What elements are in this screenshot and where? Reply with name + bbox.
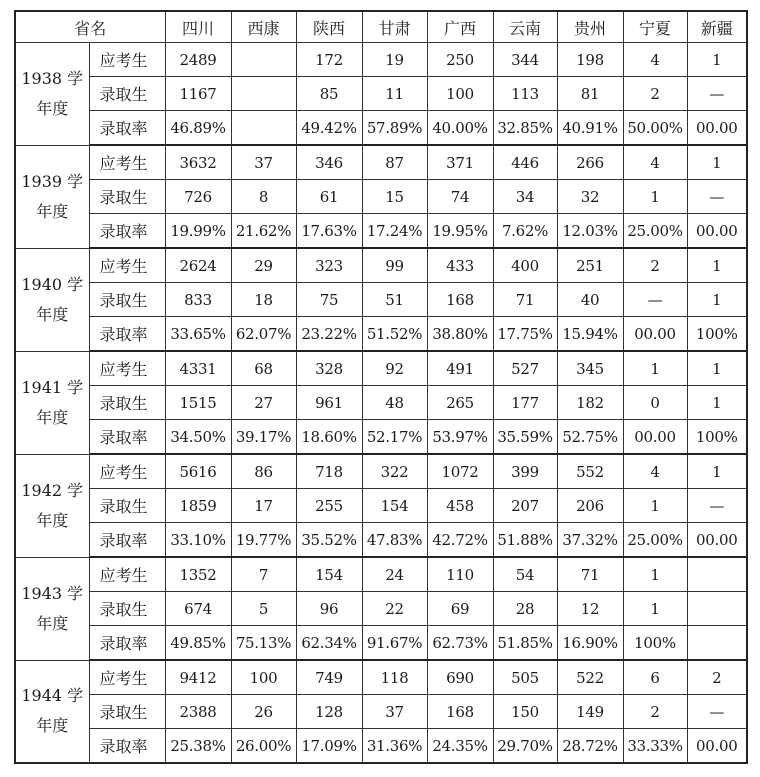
data-cell: 40 <box>557 283 623 317</box>
data-cell: 21.62% <box>231 214 296 249</box>
data-cell: 961 <box>296 386 362 420</box>
data-cell: 1072 <box>427 454 493 489</box>
metric-label: 应考生 <box>89 248 165 283</box>
data-cell: 22 <box>362 592 427 626</box>
data-cell: 100% <box>623 626 687 661</box>
data-cell: 154 <box>362 489 427 523</box>
year-label-year: 1939 学 <box>21 171 84 191</box>
data-cell: 251 <box>557 248 623 283</box>
data-cell: 49.42% <box>296 111 362 146</box>
data-cell: 35.59% <box>493 420 557 455</box>
metric-label: 录取生 <box>89 386 165 420</box>
year-label <box>15 660 89 763</box>
year-label-suffix: 年度 <box>36 510 69 530</box>
data-cell: 25.38% <box>165 729 231 764</box>
data-cell: 29 <box>231 248 296 283</box>
data-cell: 00.00 <box>623 420 687 455</box>
data-cell: 85 <box>296 77 362 111</box>
data-cell: — <box>687 180 747 214</box>
data-cell: 37 <box>231 145 296 180</box>
data-cell: 12 <box>557 592 623 626</box>
metric-label: 录取生 <box>89 695 165 729</box>
data-cell: 40.91% <box>557 111 623 146</box>
province-header: 甘肃 <box>362 11 427 43</box>
data-cell: 12.03% <box>557 214 623 249</box>
data-cell: 458 <box>427 489 493 523</box>
data-cell: 71 <box>493 283 557 317</box>
data-cell: 2 <box>623 248 687 283</box>
table-row <box>15 660 747 695</box>
data-cell: 32.85% <box>493 111 557 146</box>
data-cell: 3632 <box>165 145 231 180</box>
data-cell: 2 <box>623 77 687 111</box>
data-cell: 75.13% <box>231 626 296 661</box>
data-cell: 26.00% <box>231 729 296 764</box>
data-cell: 400 <box>493 248 557 283</box>
data-cell: 17.24% <box>362 214 427 249</box>
data-cell: 346 <box>296 145 362 180</box>
table-row <box>15 626 747 661</box>
data-cell: 1 <box>623 592 687 626</box>
data-cell: 87 <box>362 145 427 180</box>
metric-label: 应考生 <box>89 557 165 592</box>
data-cell: 00.00 <box>687 523 747 558</box>
data-cell: 17 <box>231 489 296 523</box>
data-cell: — <box>687 695 747 729</box>
province-header: 陕西 <box>296 11 362 43</box>
data-cell: 7.62% <box>493 214 557 249</box>
data-cell: 33.10% <box>165 523 231 558</box>
year-label-suffix: 年度 <box>36 201 69 221</box>
table-row <box>15 43 747 77</box>
metric-label: 录取生 <box>89 283 165 317</box>
data-cell: 33.33% <box>623 729 687 764</box>
corner-header: 省名 <box>15 11 165 43</box>
data-cell: 1 <box>623 180 687 214</box>
data-cell: 00.00 <box>623 317 687 352</box>
data-cell: 31.36% <box>362 729 427 764</box>
year-label-year: 1938 学 <box>21 68 84 88</box>
data-cell: 100% <box>687 317 747 352</box>
data-cell: 46.89% <box>165 111 231 146</box>
data-cell: 25.00% <box>623 523 687 558</box>
data-cell: 28 <box>493 592 557 626</box>
data-cell: 00.00 <box>687 214 747 249</box>
data-cell: 28.72% <box>557 729 623 764</box>
data-cell: 86 <box>231 454 296 489</box>
data-cell: 47.83% <box>362 523 427 558</box>
table-body <box>15 43 747 764</box>
data-cell: 75 <box>296 283 362 317</box>
table-row <box>15 77 747 111</box>
data-cell: 17.75% <box>493 317 557 352</box>
data-cell: 96 <box>296 592 362 626</box>
data-cell: 4 <box>623 43 687 77</box>
year-label-year: 1940 学 <box>21 274 84 294</box>
province-header: 云南 <box>493 11 557 43</box>
data-cell: 749 <box>296 660 362 695</box>
data-cell: 4 <box>623 145 687 180</box>
data-cell: 48 <box>362 386 427 420</box>
data-cell: 24.35% <box>427 729 493 764</box>
data-cell: 1 <box>687 283 747 317</box>
data-cell: 61 <box>296 180 362 214</box>
data-cell: 54 <box>493 557 557 592</box>
data-cell: 71 <box>557 557 623 592</box>
data-cell: 399 <box>493 454 557 489</box>
data-cell: 5616 <box>165 454 231 489</box>
data-cell: 168 <box>427 283 493 317</box>
year-label-year: 1941 学 <box>21 377 84 397</box>
data-cell: 1167 <box>165 77 231 111</box>
data-cell: — <box>687 489 747 523</box>
data-cell: 1 <box>623 351 687 386</box>
year-label-suffix: 年度 <box>36 716 69 736</box>
metric-label: 应考生 <box>89 454 165 489</box>
data-cell: 57.89% <box>362 111 427 146</box>
data-cell: 51.88% <box>493 523 557 558</box>
data-cell: 29.70% <box>493 729 557 764</box>
year-label-year: 1942 学 <box>21 480 84 500</box>
data-cell: 322 <box>362 454 427 489</box>
data-cell: 168 <box>427 695 493 729</box>
data-cell: 9412 <box>165 660 231 695</box>
table-row <box>15 248 747 283</box>
data-cell: 62.07% <box>231 317 296 352</box>
data-cell: 177 <box>493 386 557 420</box>
metric-label: 应考生 <box>89 351 165 386</box>
metric-label: 录取生 <box>89 489 165 523</box>
data-cell: 833 <box>165 283 231 317</box>
year-label <box>15 43 89 146</box>
data-cell: 19 <box>362 43 427 77</box>
data-cell: 42.72% <box>427 523 493 558</box>
table-row <box>15 317 747 352</box>
data-cell: 81 <box>557 77 623 111</box>
data-cell: 39.17% <box>231 420 296 455</box>
data-cell: 24 <box>362 557 427 592</box>
data-cell: 100 <box>231 660 296 695</box>
year-label <box>15 248 89 351</box>
metric-label: 录取率 <box>89 626 165 661</box>
metric-label: 录取生 <box>89 77 165 111</box>
year-label-year: 1944 学 <box>21 686 84 706</box>
data-cell: 37.32% <box>557 523 623 558</box>
metric-label: 录取率 <box>89 214 165 249</box>
data-cell: 1352 <box>165 557 231 592</box>
data-cell: 446 <box>493 145 557 180</box>
data-cell: 1 <box>623 557 687 592</box>
data-cell: 2489 <box>165 43 231 77</box>
data-cell: 0 <box>623 386 687 420</box>
data-cell: 91.67% <box>362 626 427 661</box>
data-cell: 371 <box>427 145 493 180</box>
data-cell: 345 <box>557 351 623 386</box>
province-header: 贵州 <box>557 11 623 43</box>
year-label <box>15 454 89 557</box>
table-row <box>15 489 747 523</box>
data-cell: 68 <box>231 351 296 386</box>
data-cell: 15 <box>362 180 427 214</box>
year-label <box>15 351 89 454</box>
metric-label: 录取率 <box>89 317 165 352</box>
data-cell: 18 <box>231 283 296 317</box>
data-cell: 62.34% <box>296 626 362 661</box>
data-cell: 100% <box>687 420 747 455</box>
data-cell <box>231 77 296 111</box>
data-cell <box>687 592 747 626</box>
data-cell: 37 <box>362 695 427 729</box>
data-cell: 34.50% <box>165 420 231 455</box>
table-row <box>15 420 747 455</box>
year-label-suffix: 年度 <box>36 407 69 427</box>
table-row <box>15 145 747 180</box>
data-cell: 100 <box>427 77 493 111</box>
year-label-suffix: 年度 <box>36 613 69 633</box>
data-cell: 718 <box>296 454 362 489</box>
data-cell: 00.00 <box>687 729 747 764</box>
table-row <box>15 111 747 146</box>
data-cell: 110 <box>427 557 493 592</box>
metric-label: 录取生 <box>89 180 165 214</box>
data-cell: 7 <box>231 557 296 592</box>
data-cell: 113 <box>493 77 557 111</box>
metric-label: 应考生 <box>89 43 165 77</box>
data-cell: 328 <box>296 351 362 386</box>
data-cell: 172 <box>296 43 362 77</box>
province-header: 西康 <box>231 11 296 43</box>
data-cell: 52.75% <box>557 420 623 455</box>
data-cell: 1 <box>623 489 687 523</box>
table-row <box>15 351 747 386</box>
data-cell: 00.00 <box>687 111 747 146</box>
data-cell: 11 <box>362 77 427 111</box>
data-cell: 344 <box>493 43 557 77</box>
year-label-suffix: 年度 <box>36 98 69 118</box>
data-cell: 491 <box>427 351 493 386</box>
data-cell: 1859 <box>165 489 231 523</box>
data-cell: 505 <box>493 660 557 695</box>
data-cell: 690 <box>427 660 493 695</box>
data-cell: 51.52% <box>362 317 427 352</box>
data-cell: 51.85% <box>493 626 557 661</box>
data-cell: 19.95% <box>427 214 493 249</box>
data-cell: 74 <box>427 180 493 214</box>
data-cell: 38.80% <box>427 317 493 352</box>
data-cell: 25.00% <box>623 214 687 249</box>
data-cell: 433 <box>427 248 493 283</box>
data-cell: 32 <box>557 180 623 214</box>
data-cell: 35.52% <box>296 523 362 558</box>
data-cell: 1515 <box>165 386 231 420</box>
data-cell: 250 <box>427 43 493 77</box>
table-row <box>15 729 747 764</box>
data-cell: 4 <box>623 454 687 489</box>
data-cell: 5 <box>231 592 296 626</box>
data-cell: 33.65% <box>165 317 231 352</box>
data-cell: 2388 <box>165 695 231 729</box>
data-cell <box>687 557 747 592</box>
data-cell: 18.60% <box>296 420 362 455</box>
data-cell: 40.00% <box>427 111 493 146</box>
data-cell: 118 <box>362 660 427 695</box>
data-cell: 17.09% <box>296 729 362 764</box>
data-cell: 154 <box>296 557 362 592</box>
metric-label: 应考生 <box>89 145 165 180</box>
data-cell: 15.94% <box>557 317 623 352</box>
data-cell: 527 <box>493 351 557 386</box>
data-cell: 206 <box>557 489 623 523</box>
data-cell: 62.73% <box>427 626 493 661</box>
data-cell <box>231 111 296 146</box>
data-cell: 49.85% <box>165 626 231 661</box>
data-cell: 2624 <box>165 248 231 283</box>
data-cell: 266 <box>557 145 623 180</box>
data-cell <box>687 626 747 661</box>
year-label <box>15 145 89 248</box>
metric-label: 录取率 <box>89 420 165 455</box>
metric-label: 录取率 <box>89 523 165 558</box>
data-cell: 149 <box>557 695 623 729</box>
year-label-suffix: 年度 <box>36 304 69 324</box>
table-row <box>15 283 747 317</box>
table-row <box>15 454 747 489</box>
data-cell: 6 <box>623 660 687 695</box>
table-row <box>15 523 747 558</box>
data-cell: 1 <box>687 145 747 180</box>
metric-label: 录取率 <box>89 729 165 764</box>
data-cell: 53.97% <box>427 420 493 455</box>
metric-label: 录取率 <box>89 111 165 146</box>
data-cell: 27 <box>231 386 296 420</box>
data-cell: 19.77% <box>231 523 296 558</box>
data-cell: 50.00% <box>623 111 687 146</box>
data-cell: 34 <box>493 180 557 214</box>
data-cell: — <box>623 283 687 317</box>
table-row <box>15 214 747 249</box>
province-header: 新疆 <box>687 11 747 43</box>
province-header: 宁夏 <box>623 11 687 43</box>
data-cell: 16.90% <box>557 626 623 661</box>
data-cell: 99 <box>362 248 427 283</box>
data-cell: 2 <box>623 695 687 729</box>
table-row <box>15 592 747 626</box>
data-cell: 323 <box>296 248 362 283</box>
year-label <box>15 557 89 660</box>
data-cell: 128 <box>296 695 362 729</box>
data-cell: — <box>687 77 747 111</box>
data-cell: 1 <box>687 43 747 77</box>
data-cell: 2 <box>687 660 747 695</box>
data-cell: 552 <box>557 454 623 489</box>
data-cell: 726 <box>165 180 231 214</box>
data-cell: 52.17% <box>362 420 427 455</box>
data-cell: 26 <box>231 695 296 729</box>
data-cell: 265 <box>427 386 493 420</box>
data-cell: 92 <box>362 351 427 386</box>
data-cell: 1 <box>687 386 747 420</box>
province-header: 广西 <box>427 11 493 43</box>
header-row <box>15 11 747 43</box>
data-cell: 1 <box>687 454 747 489</box>
year-label-year: 1943 学 <box>21 583 84 603</box>
table-row <box>15 180 747 214</box>
data-cell: 182 <box>557 386 623 420</box>
exam-statistics-table <box>14 10 748 764</box>
data-cell: 17.63% <box>296 214 362 249</box>
data-cell: 150 <box>493 695 557 729</box>
data-cell: 1 <box>687 351 747 386</box>
data-cell: 19.99% <box>165 214 231 249</box>
data-cell: 255 <box>296 489 362 523</box>
data-cell: 522 <box>557 660 623 695</box>
data-cell: 207 <box>493 489 557 523</box>
province-header: 四川 <box>165 11 231 43</box>
metric-label: 录取生 <box>89 592 165 626</box>
data-cell: 51 <box>362 283 427 317</box>
data-cell <box>231 43 296 77</box>
table-row <box>15 695 747 729</box>
data-cell: 4331 <box>165 351 231 386</box>
table-row <box>15 386 747 420</box>
data-cell: 674 <box>165 592 231 626</box>
table-row <box>15 557 747 592</box>
metric-label: 应考生 <box>89 660 165 695</box>
data-cell: 69 <box>427 592 493 626</box>
data-cell: 23.22% <box>296 317 362 352</box>
data-cell: 8 <box>231 180 296 214</box>
data-cell: 1 <box>687 248 747 283</box>
data-cell: 198 <box>557 43 623 77</box>
